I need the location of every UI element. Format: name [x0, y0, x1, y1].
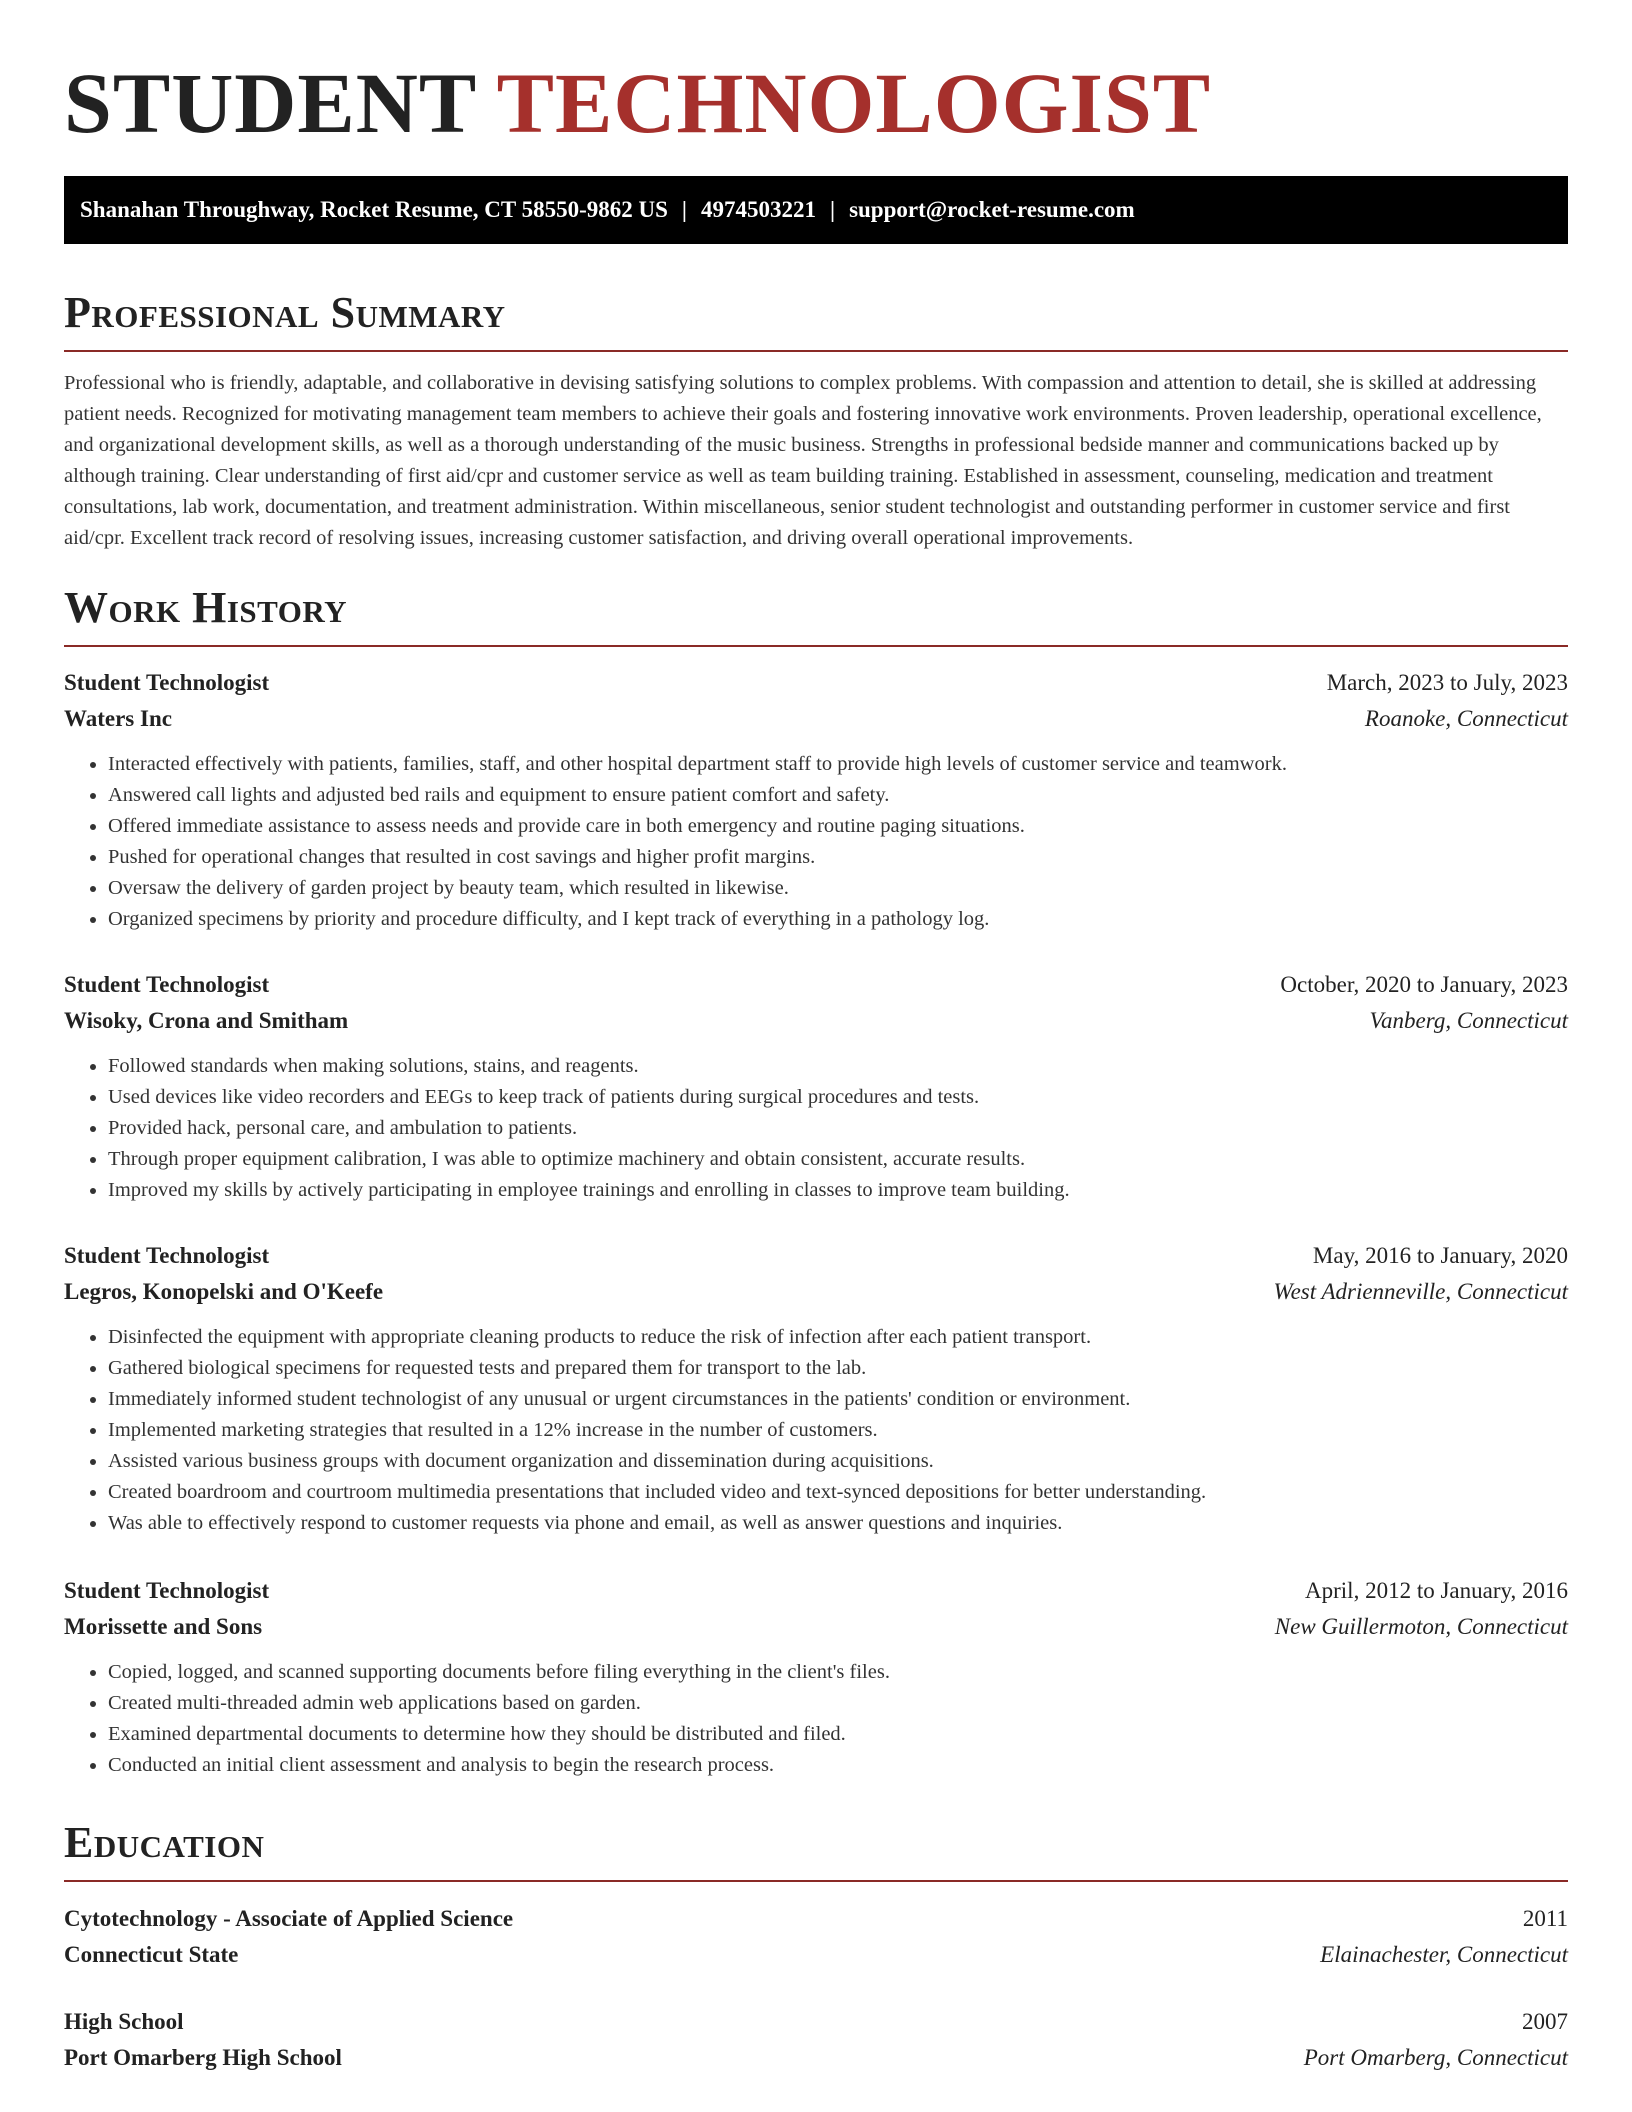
job-bullet: • Used devices like video recorders and EEGs to keep track of patients during surgical procedures and tests. [108, 1082, 1568, 1113]
job-location: West Adrienneville, Connecticut [1273, 1279, 1568, 1304]
job-bullet: • Offered immediate assistance to assess needs and provide care in both emergency and routine paging situations. [108, 811, 1568, 842]
job-bullet: • Conducted an initial client assessment and analysis to begin the research process. [108, 1750, 1568, 1781]
job-bullet: • Was able to effectively respond to customer requests via phone and email, as well as answer questions and inquiries. [108, 1508, 1568, 1539]
education-entry [64, 2004, 1568, 2076]
education-school: Port Omarberg High School [64, 2045, 342, 2070]
education-location: Port Omarberg, Connecticut [1303, 2045, 1568, 2070]
job-title: Student Technologist [64, 1578, 270, 1603]
job-bullet: • Through proper equipment calibration, I was able to optimize machinery and obtain consistent, accurate results. [108, 1144, 1568, 1175]
job-bullets [64, 749, 1568, 935]
contact-address: Shanahan Throughway, Rocket Resume, CT 58550-9862 US [80, 197, 668, 222]
job-entry [64, 1238, 1568, 1539]
summary-section [64, 288, 1568, 554]
section-title-summary: Professional Summary [64, 288, 506, 337]
job-bullet: • Improved my skills by actively participating in employee trainings and enrolling in classes to improve team building. [108, 1175, 1568, 1206]
education-section [64, 1818, 1568, 1882]
education-school: Connecticut State [64, 1942, 239, 1967]
education-degree: Cytotechnology - Associate of Applied Science [64, 1906, 514, 1931]
section-divider [64, 350, 1568, 352]
job-bullet: • Implemented marketing strategies that resulted in a 12% increase in the number of customers. [108, 1415, 1568, 1446]
section-divider [64, 1880, 1568, 1882]
job-dates: May, 2016 to January, 2020 [1312, 1243, 1568, 1268]
job-company: Waters Inc [64, 706, 172, 731]
section-title-education: Education [64, 1818, 265, 1867]
job-bullets [64, 1657, 1568, 1781]
section-divider [64, 645, 1568, 647]
job-title: Student Technologist [64, 972, 270, 997]
resume-name [64, 0, 1568, 158]
job-entry [64, 967, 1568, 1206]
job-bullet: • Created multi-threaded admin web applications based on garden. [108, 1688, 1568, 1719]
job-bullet: • Answered call lights and adjusted bed rails and equipment to ensure patient comfort and safety. [108, 780, 1568, 811]
contact-bar [64, 176, 1568, 244]
job-bullet: • Pushed for operational changes that resulted in cost savings and higher profit margins. [108, 842, 1568, 873]
name-last: TECHNOLOGIST [496, 55, 1212, 151]
job-bullet: • Examined departmental documents to determine how they should be distributed and filed. [108, 1719, 1568, 1750]
job-bullet: • Oversaw the delivery of garden project by beauty team, which resulted in likewise. [108, 873, 1568, 904]
education-degree: High School [64, 2009, 184, 2034]
education-entry [64, 1901, 1568, 1973]
job-bullet: • Organized specimens by priority and procedure difficulty, and I kept track of everything in a pathology log. [108, 904, 1568, 935]
job-bullet: • Disinfected the equipment with appropriate cleaning products to reduce the risk of infection after each patient transport. [108, 1322, 1568, 1353]
section-title-work-history: Work History [64, 583, 348, 632]
job-company: Wisoky, Crona and Smitham [64, 1008, 349, 1033]
work-history-section [64, 583, 1568, 647]
job-entry [64, 665, 1568, 935]
contact-email[interactable]: support@rocket-resume.com [849, 197, 1135, 222]
education-year: 2007 [1522, 2009, 1568, 2034]
education-year: 2011 [1522, 1906, 1568, 1931]
job-bullet: • Copied, logged, and scanned supporting documents before filing everything in the client's files. [108, 1657, 1568, 1688]
job-dates: April, 2012 to January, 2016 [1305, 1578, 1568, 1603]
job-location: Vanberg, Connecticut [1369, 1008, 1568, 1033]
job-bullets [64, 1322, 1568, 1539]
education-location: Elainachester, Connecticut [1320, 1942, 1568, 1967]
job-dates: March, 2023 to July, 2023 [1326, 670, 1568, 695]
job-bullet: • Assisted various business groups with document organization and dissemination during acquisitions. [108, 1446, 1568, 1477]
name-first: STUDENT [64, 55, 476, 151]
job-title: Student Technologist [64, 1243, 270, 1268]
contact-separator: | [829, 197, 836, 222]
job-dates: October, 2020 to January, 2023 [1280, 972, 1568, 997]
job-bullet: • Immediately informed student technologist of any unusual or urgent circumstances in the patients' condition or environment. [108, 1384, 1568, 1415]
job-location: New Guillermoton, Connecticut [1274, 1614, 1568, 1639]
summary-text: Professional who is friendly, adaptable, and collaborative in devising satisfying solutions to complex problems. With compassion and attention to detail, she is skilled at addressing patient needs. Recognized for motivating management team members to achieve their goals and fostering innovative work environments. Proven leadership, operational excellence, and organizational development skills, as well as a thorough understanding of the music business. Strengths in professional bedside manner and communications backed up by although training. Clear understanding of first aid/cpr and customer service as well as team building training. Established in assessment, counseling, medication and treatment consultations, lab work, documentation, and treatment administration. Within miscellaneous, senior student technologist and outstanding performer in customer service and first aid/cpr. Excellent track record of resolving issues, increasing customer satisfaction, and driving overall operational improvements. [64, 372, 1542, 549]
job-bullet: • Created boardroom and courtroom multimedia presentations that included video and text-synced depositions for better understanding. [108, 1477, 1568, 1508]
contact-phone[interactable]: 4974503221 [700, 197, 816, 222]
job-bullets [64, 1051, 1568, 1206]
job-entry [64, 1573, 1568, 1781]
job-location: Roanoke, Connecticut [1364, 706, 1568, 731]
contact-separator: | [681, 197, 687, 222]
job-company: Morissette and Sons [64, 1614, 263, 1639]
job-bullet: • Followed standards when making solutions, stains, and reagents. [108, 1051, 1568, 1082]
job-bullet: • Provided hack, personal care, and ambulation to patients. [108, 1113, 1568, 1144]
job-bullet: • Gathered biological specimens for requested tests and prepared them for transport to the lab. [108, 1353, 1568, 1384]
job-title: Student Technologist [64, 670, 270, 695]
resume-page [64, 0, 1568, 2070]
job-bullet: • Interacted effectively with patients, families, staff, and other hospital department staff to provide high levels of customer service and teamwork. [108, 749, 1568, 780]
job-company: Legros, Konopelski and O'Keefe [64, 1279, 384, 1304]
